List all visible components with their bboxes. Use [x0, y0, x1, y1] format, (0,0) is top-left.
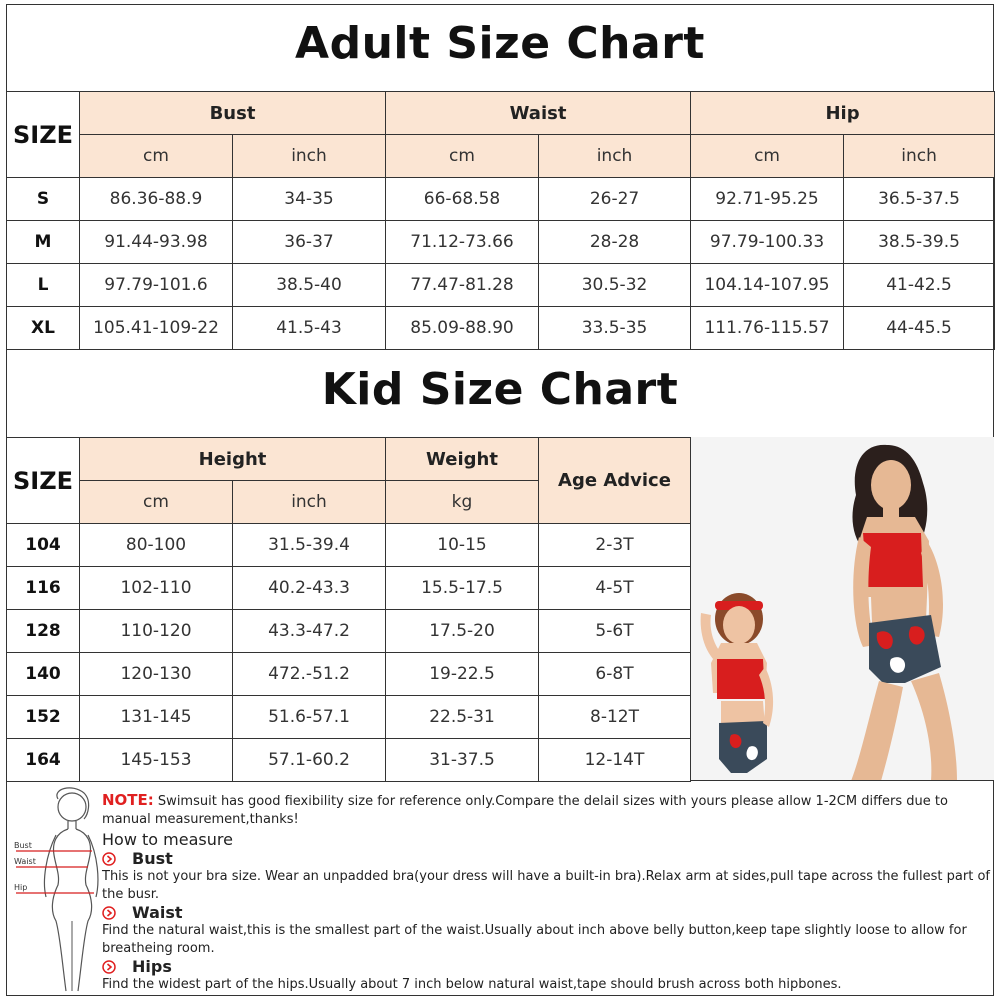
- waist-header: Waist: [386, 92, 691, 135]
- table-row: [7, 178, 995, 221]
- figure-label-hip: Hip: [14, 883, 28, 892]
- size-label: L: [7, 264, 80, 307]
- table-cell: 6-8T: [539, 653, 691, 696]
- hips-section-text: Find the widest part of the hips.Usually about 7 inch below natural waist,tape should brush across both hipbones.: [102, 977, 842, 992]
- circle-arrow-icon: [102, 906, 116, 920]
- table-cell: 22.5-31: [386, 696, 539, 739]
- table-cell: 120-130: [80, 653, 233, 696]
- table-row: [7, 567, 691, 610]
- table-cell: 91.44-93.98: [80, 221, 233, 264]
- table-cell: 34-35: [233, 178, 386, 221]
- figure-label-bust: Bust: [14, 841, 32, 850]
- table-cell: 77.47-81.28: [386, 264, 539, 307]
- table-row: [7, 524, 691, 567]
- table-cell: 80-100: [80, 524, 233, 567]
- table-cell: 71.12-73.66: [386, 221, 539, 264]
- adult-size-header: SIZE: [7, 92, 80, 178]
- table-cell: 12-14T: [539, 739, 691, 782]
- table-row: [7, 739, 691, 782]
- table-cell: 8-12T: [539, 696, 691, 739]
- size-label: 164: [7, 739, 80, 782]
- table-cell: 41.5-43: [233, 307, 386, 350]
- table-cell: 31-37.5: [386, 739, 539, 782]
- notes-section: [6, 781, 994, 996]
- table-cell: 44-45.5: [844, 307, 995, 350]
- how-to-measure-heading: How to measure: [102, 830, 233, 849]
- note-block: [102, 791, 992, 994]
- unit-header: inch: [844, 135, 995, 178]
- table-cell: 85.09-88.90: [386, 307, 539, 350]
- unit-header: cm: [80, 135, 233, 178]
- size-label: 104: [7, 524, 80, 567]
- size-label: 152: [7, 696, 80, 739]
- unit-header: inch: [539, 135, 691, 178]
- weight-header: Weight: [386, 438, 539, 481]
- note-text: Swimsuit has good fiexibility size for reference only.Compare the delail sizes with yours please allow 1-2CM differs due to manual measurement,thanks!: [102, 794, 948, 827]
- figure-label-waist: Waist: [14, 857, 36, 866]
- size-label: XL: [7, 307, 80, 350]
- bust-header: Bust: [80, 92, 386, 135]
- circle-arrow-icon: [102, 960, 116, 974]
- table-cell: 97.79-100.33: [691, 221, 844, 264]
- hips-section-heading: [102, 958, 992, 976]
- table-cell: 57.1-60.2: [233, 739, 386, 782]
- table-cell: 38.5-39.5: [844, 221, 995, 264]
- adult-size-chart-title: Adult Size Chart: [295, 18, 705, 69]
- table-row: [7, 221, 995, 264]
- table-cell: 31.5-39.4: [233, 524, 386, 567]
- mother-daughter-swimsuit-illustration: [691, 437, 994, 781]
- table-cell: 33.5-35: [539, 307, 691, 350]
- bust-section-heading: [102, 850, 992, 868]
- table-cell: 2-3T: [539, 524, 691, 567]
- circle-arrow-icon: [102, 852, 116, 866]
- table-cell: 40.2-43.3: [233, 567, 386, 610]
- table-row: [7, 264, 995, 307]
- size-label: 140: [7, 653, 80, 696]
- table-cell: 86.36-88.9: [80, 178, 233, 221]
- waist-section-heading: [102, 904, 992, 922]
- table-cell: 28-28: [539, 221, 691, 264]
- table-cell: 131-145: [80, 696, 233, 739]
- kid-size-chart-title: Kid Size Chart: [321, 364, 679, 415]
- table-cell: 36.5-37.5: [844, 178, 995, 221]
- table-cell: 30.5-32: [539, 264, 691, 307]
- note-paragraph: [102, 791, 992, 829]
- table-cell: 97.79-101.6: [80, 264, 233, 307]
- table-row: [7, 653, 691, 696]
- table-row: [7, 307, 995, 350]
- bust-section-text: This is not your bra size. Wear an unpadded bra(your dress will have a built-in bra).Relax arm at sides,pull tape across the fullest part of the busr.: [102, 869, 990, 902]
- adult-size-table: [6, 91, 995, 350]
- table-cell: 472.-51.2: [233, 653, 386, 696]
- unit-header: cm: [80, 481, 233, 524]
- section-title: Bust: [132, 849, 173, 868]
- height-header: Height: [80, 438, 386, 481]
- waist-section-text: Find the natural waist,this is the smallest part of the waist.Usually about inch above belly button,keep tape slightly loose to allow for breatheing room.: [102, 923, 967, 956]
- size-label: 128: [7, 610, 80, 653]
- table-cell: 41-42.5: [844, 264, 995, 307]
- unit-header: cm: [691, 135, 844, 178]
- size-label: S: [7, 178, 80, 221]
- unit-header: kg: [386, 481, 539, 524]
- body-measurement-figure: [12, 785, 104, 993]
- kid-size-header: SIZE: [7, 438, 80, 524]
- unit-header: inch: [233, 135, 386, 178]
- model-photo: [690, 437, 994, 781]
- table-cell: 66-68.58: [386, 178, 539, 221]
- table-cell: 4-5T: [539, 567, 691, 610]
- age-advice-header: Age Advice: [539, 438, 691, 524]
- section-title: Hips: [132, 957, 172, 976]
- table-cell: 92.71-95.25: [691, 178, 844, 221]
- table-row: [7, 696, 691, 739]
- note-label: NOTE:: [102, 791, 154, 809]
- table-cell: 43.3-47.2: [233, 610, 386, 653]
- size-label: 116: [7, 567, 80, 610]
- table-cell: 105.41-109-22: [80, 307, 233, 350]
- table-cell: 5-6T: [539, 610, 691, 653]
- unit-header: cm: [386, 135, 539, 178]
- table-cell: 38.5-40: [233, 264, 386, 307]
- table-cell: 145-153: [80, 739, 233, 782]
- table-cell: 17.5-20: [386, 610, 539, 653]
- table-cell: 110-120: [80, 610, 233, 653]
- table-row: [7, 610, 691, 653]
- table-cell: 104.14-107.95: [691, 264, 844, 307]
- table-cell: 19-22.5: [386, 653, 539, 696]
- kid-size-table: [6, 437, 691, 782]
- table-cell: 102-110: [80, 567, 233, 610]
- section-title: Waist: [132, 903, 183, 922]
- table-cell: 10-15: [386, 524, 539, 567]
- table-cell: 15.5-17.5: [386, 567, 539, 610]
- unit-header: inch: [233, 481, 386, 524]
- hip-header: Hip: [691, 92, 995, 135]
- table-cell: 51.6-57.1: [233, 696, 386, 739]
- table-cell: 111.76-115.57: [691, 307, 844, 350]
- size-label: M: [7, 221, 80, 264]
- table-cell: 36-37: [233, 221, 386, 264]
- table-cell: 26-27: [539, 178, 691, 221]
